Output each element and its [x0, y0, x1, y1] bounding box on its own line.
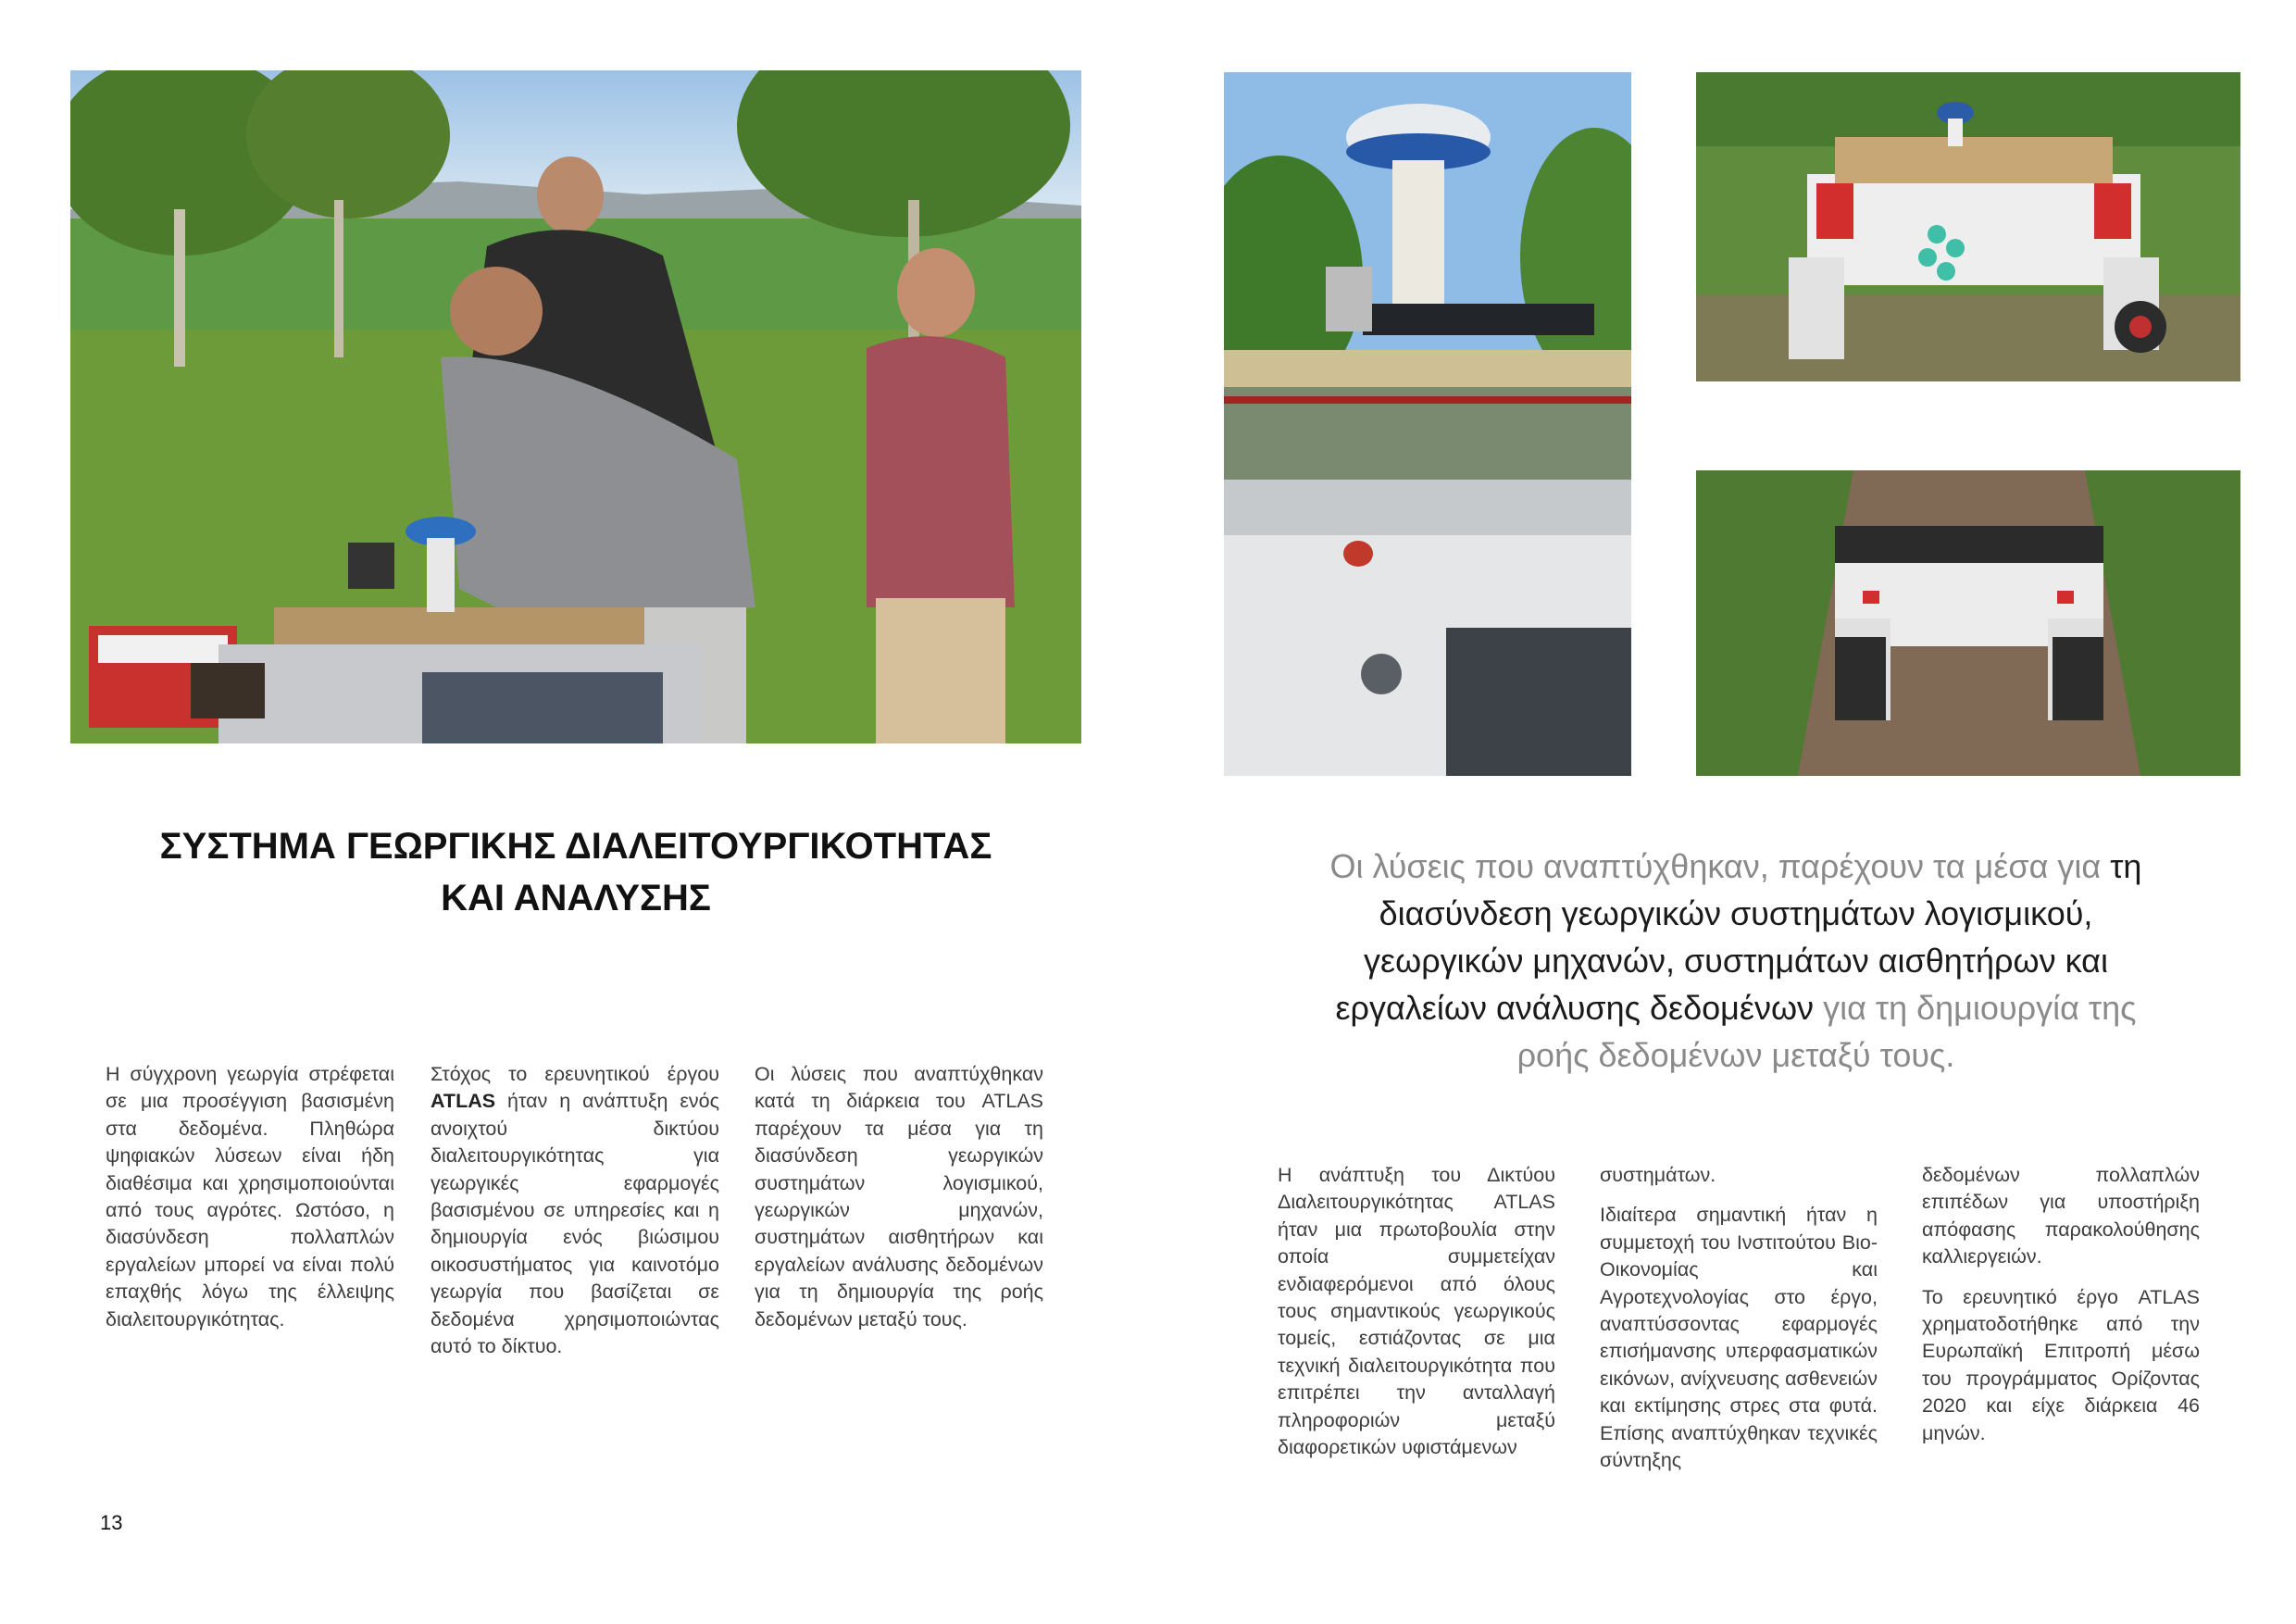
photo-robot-crop-rows: [1696, 470, 2240, 776]
text-column-1: [106, 1061, 394, 1346]
text-column-6: [1922, 1162, 2200, 1460]
text-column-4: [1278, 1162, 1555, 1474]
text-column-5: [1600, 1162, 1878, 1487]
photo-robot-field: [1696, 72, 2240, 381]
pull-quote-part1: Οι λύσεις που αναπτύχθηκαν, παρέχουν τα μέσα για: [1329, 847, 2111, 885]
column-5-paragraph-2: Ιδιαίτερα σημαντική ήταν η συμμετοχή του Ινστιτούτου Βιο-Οικονομίας και Αγροτεχνολογίας στο έργο, αναπτύσσοντας εφαρμογές επισήμανσης υπερφασματικών εικόνων, ανίχνευσης ασθενειών και εκτίμησης στρες στα φυτά. Επίσης αναπτύχθηκαν τεχνικές σύντηξης: [1600, 1204, 1878, 1472]
photo-robot-closeup: [1224, 72, 1631, 776]
column-5-paragraph-1: συστημάτων.: [1600, 1164, 1716, 1186]
column-6-paragraph-1: δεδομένων πολλαπλών επιπέδων για υποστήριξη απόφασης παρακολούθησης καλλιεργειών.: [1922, 1164, 2200, 1268]
section-title-line2: ΚΑΙ ΑΝΑΛΥΣΗΣ: [441, 878, 711, 918]
page-number: 13: [100, 1511, 123, 1534]
text-column-2: [430, 1061, 719, 1373]
text-column-3: [755, 1061, 1043, 1346]
column-1-paragraph: Η σύγχρονη γεωργία στρέφεται σε μια προσέγγιση βασισμένη στα δεδομένα. Πληθώρα ψηφιακών λύσεων είναι ήδη διαθέσιμα και χρησιμοποιούνται από τους αγρότες. Ωστόσο, η διασύνδεση πολλαπλών εργαλείων μπορεί να είναι πολύ επαχθής λόγω της έλλειψης διαλειτουργικότητας.: [106, 1063, 394, 1330]
column-2-text-end: ήταν η ανάπτυξη ενός ανοιχτού δικτύου διαλειτουργικότητας για γεωργικές εφαρμογές βασισμένου σε υπηρεσίες και η δημιουργία ενός βιώσιμου οικοσυστήματος για καινοτόμο γεωργία που βασίζεται σε δεδομένα χρησιμοποιώντας αυτό το δίκτυο.: [430, 1090, 719, 1358]
section-title: [70, 820, 1081, 924]
column-2-paragraph: [430, 1061, 719, 1360]
photo-researchers-field: [70, 70, 1081, 743]
section-title-line1: ΣΥΣΤΗΜΑ ΓΕΩΡΓΙΚΗΣ ΔΙΑΛΕΙΤΟΥΡΓΙΚΟΤΗΤΑΣ: [159, 826, 992, 867]
column-4-paragraph: Η ανάπτυξη του Δικτύου Διαλειτουργικότητας ATLAS ήταν μια πρωτοβουλία στην οποία συμμετείχαν ενδιαφερόμενοι από όλους τους σημαντικούς γεωργικούς τομείς, εστιάζοντας σε μια τεχνική διαλειτουργικότητα που επιτρέπει την ανταλλαγή πληροφοριών μεταξύ διαφορετικών υφιστάμενων: [1278, 1164, 1555, 1459]
pull-quote-part3: για τη δημιουργία της ροής δεδομένων μεταξύ τους.: [1516, 989, 2137, 1074]
pull-quote-highlight: τη διασύνδεση γεωργικών συστημάτων λογισμικού, γεωργικών μηχανών, συστημάτων αισθητήρων και εργαλείων ανάλυσης δεδομένων: [1335, 847, 2142, 1027]
column-2-atlas-bold: ATLAS: [430, 1090, 496, 1113]
column-6-paragraph-2: Το ερευνητικό έργο ATLAS χρηματοδοτήθηκε από την Ευρωπαϊκή Επιτροπή μέσω του προγράμματος Ορίζοντας 2020 και είχε διάρκεια 46 μηνών.: [1922, 1285, 2200, 1444]
column-3-paragraph: Οι λύσεις που αναπτύχθηκαν κατά τη διάρκεια του ATLAS παρέχουν τα μέσα για τη διασύνδεση γεωργικών συστημάτων λογισμικού, γεωργικών μηχανών, συστημάτων αισθητήρων και εργαλείων ανάλυσης δεδομένων για τη δημιουργία της ροής δεδομένων μεταξύ τους.: [755, 1063, 1043, 1330]
column-2-text-start: Στόχος το ερευνητικού έργου: [430, 1063, 719, 1085]
pull-quote: [1296, 843, 2176, 1079]
